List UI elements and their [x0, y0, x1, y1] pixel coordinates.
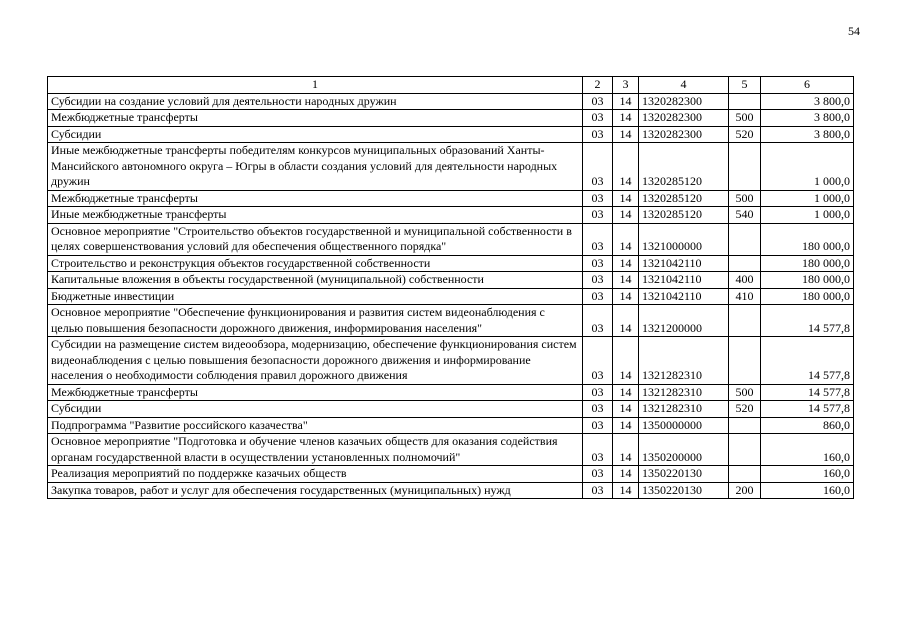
section-code-cell: 03	[583, 190, 613, 207]
subsection-code-cell: 14	[613, 272, 639, 289]
subsection-code-cell: 14	[613, 288, 639, 305]
target-article-cell: 1350220130	[639, 482, 729, 499]
amount-cell: 180 000,0	[761, 255, 854, 272]
target-article-cell: 1321282310	[639, 337, 729, 385]
target-article-cell: 1320282300	[639, 126, 729, 143]
expense-type-cell	[729, 466, 761, 483]
subsection-code-cell: 14	[613, 337, 639, 385]
expense-type-cell: 400	[729, 272, 761, 289]
subsection-code-cell: 14	[613, 401, 639, 418]
row-name-cell: Строительство и реконструкция объектов государственной собственности	[48, 255, 583, 272]
table-row	[48, 126, 854, 143]
table-row	[48, 482, 854, 499]
expense-type-cell: 500	[729, 110, 761, 127]
amount-cell: 160,0	[761, 434, 854, 466]
section-code-cell: 03	[583, 466, 613, 483]
row-name-cell: Основное мероприятие "Обеспечение функционирования и развития систем видеонаблюдения с целью повышения безопасности дорожного движения, информирования населения"	[48, 305, 583, 337]
amount-cell: 1 000,0	[761, 143, 854, 191]
budget-table	[47, 76, 854, 499]
target-article-cell: 1321000000	[639, 223, 729, 255]
section-code-cell: 03	[583, 417, 613, 434]
expense-type-cell	[729, 143, 761, 191]
expense-type-cell	[729, 93, 761, 110]
table-row	[48, 93, 854, 110]
subsection-code-cell: 14	[613, 255, 639, 272]
section-code-cell: 03	[583, 434, 613, 466]
section-code-cell: 03	[583, 401, 613, 418]
amount-cell: 180 000,0	[761, 223, 854, 255]
expense-type-cell	[729, 434, 761, 466]
table-row	[48, 190, 854, 207]
amount-cell: 860,0	[761, 417, 854, 434]
section-code-cell: 03	[583, 482, 613, 499]
table-row	[48, 255, 854, 272]
table-row	[48, 223, 854, 255]
target-article-cell: 1321282310	[639, 401, 729, 418]
table-row	[48, 207, 854, 224]
table-row	[48, 110, 854, 127]
amount-cell: 180 000,0	[761, 272, 854, 289]
subsection-code-cell: 14	[613, 434, 639, 466]
expense-type-cell: 410	[729, 288, 761, 305]
amount-cell: 3 800,0	[761, 110, 854, 127]
table-row	[48, 401, 854, 418]
amount-cell: 14 577,8	[761, 337, 854, 385]
section-code-cell: 03	[583, 93, 613, 110]
table-row	[48, 272, 854, 289]
amount-cell: 160,0	[761, 466, 854, 483]
table-row	[48, 143, 854, 191]
subsection-code-cell: 14	[613, 207, 639, 224]
section-code-cell: 03	[583, 384, 613, 401]
subsection-code-cell: 14	[613, 466, 639, 483]
target-article-cell: 1321042110	[639, 288, 729, 305]
amount-cell: 160,0	[761, 482, 854, 499]
page-number: 54	[848, 24, 860, 38]
row-name-cell: Иные межбюджетные трансферты победителям конкурсов муниципальных образований Ханты-Мансийского автономного округа – Югры в области создания условий для деятельности народных дружин	[48, 143, 583, 191]
row-name-cell: Капитальные вложения в объекты государственной (муниципальной) собственности	[48, 272, 583, 289]
target-article-cell: 1321282310	[639, 384, 729, 401]
table-row	[48, 466, 854, 483]
table-row	[48, 305, 854, 337]
amount-cell: 1 000,0	[761, 190, 854, 207]
header-cell: 3	[613, 77, 639, 94]
header-cell: 1	[48, 77, 583, 94]
table-row	[48, 384, 854, 401]
section-code-cell: 03	[583, 255, 613, 272]
expense-type-cell: 520	[729, 401, 761, 418]
amount-cell: 1 000,0	[761, 207, 854, 224]
amount-cell: 14 577,8	[761, 401, 854, 418]
subsection-code-cell: 14	[613, 223, 639, 255]
target-article-cell: 1321042110	[639, 272, 729, 289]
expense-type-cell	[729, 305, 761, 337]
amount-cell: 3 800,0	[761, 126, 854, 143]
amount-cell: 14 577,8	[761, 305, 854, 337]
row-name-cell: Подпрограмма "Развитие российского казачества"	[48, 417, 583, 434]
row-name-cell: Основное мероприятие "Подготовка и обучение членов казачьих обществ для оказания содействия органам государственной власти в осуществлении установленных полномочий"	[48, 434, 583, 466]
expense-type-cell	[729, 223, 761, 255]
target-article-cell: 1320285120	[639, 190, 729, 207]
row-name-cell: Межбюджетные трансферты	[48, 110, 583, 127]
subsection-code-cell: 14	[613, 93, 639, 110]
expense-type-cell: 540	[729, 207, 761, 224]
amount-cell: 180 000,0	[761, 288, 854, 305]
subsection-code-cell: 14	[613, 305, 639, 337]
section-code-cell: 03	[583, 126, 613, 143]
row-name-cell: Субсидии	[48, 401, 583, 418]
subsection-code-cell: 14	[613, 143, 639, 191]
expense-type-cell	[729, 417, 761, 434]
target-article-cell: 1321042110	[639, 255, 729, 272]
section-code-cell: 03	[583, 305, 613, 337]
header-cell: 5	[729, 77, 761, 94]
row-name-cell: Субсидии на создание условий для деятельности народных дружин	[48, 93, 583, 110]
target-article-cell: 1350000000	[639, 417, 729, 434]
subsection-code-cell: 14	[613, 190, 639, 207]
subsection-code-cell: 14	[613, 110, 639, 127]
table-row	[48, 434, 854, 466]
section-code-cell: 03	[583, 143, 613, 191]
section-code-cell: 03	[583, 272, 613, 289]
target-article-cell: 1321200000	[639, 305, 729, 337]
target-article-cell: 1350220130	[639, 466, 729, 483]
target-article-cell: 1320285120	[639, 207, 729, 224]
header-cell: 6	[761, 77, 854, 94]
row-name-cell: Закупка товаров, работ и услуг для обеспечения государственных (муниципальных) нужд	[48, 482, 583, 499]
target-article-cell: 1320285120	[639, 143, 729, 191]
expense-type-cell	[729, 255, 761, 272]
subsection-code-cell: 14	[613, 384, 639, 401]
row-name-cell: Межбюджетные трансферты	[48, 190, 583, 207]
table-header-row	[48, 77, 854, 94]
row-name-cell: Бюджетные инвестиции	[48, 288, 583, 305]
expense-type-cell: 500	[729, 190, 761, 207]
table-row	[48, 288, 854, 305]
section-code-cell: 03	[583, 223, 613, 255]
amount-cell: 3 800,0	[761, 93, 854, 110]
subsection-code-cell: 14	[613, 482, 639, 499]
section-code-cell: 03	[583, 288, 613, 305]
target-article-cell: 1350200000	[639, 434, 729, 466]
section-code-cell: 03	[583, 110, 613, 127]
header-cell: 4	[639, 77, 729, 94]
expense-type-cell	[729, 337, 761, 385]
subsection-code-cell: 14	[613, 417, 639, 434]
expense-type-cell: 200	[729, 482, 761, 499]
section-code-cell: 03	[583, 207, 613, 224]
expense-type-cell: 500	[729, 384, 761, 401]
table-body	[48, 77, 854, 499]
row-name-cell: Межбюджетные трансферты	[48, 384, 583, 401]
row-name-cell: Субсидии	[48, 126, 583, 143]
target-article-cell: 1320282300	[639, 93, 729, 110]
table-row	[48, 417, 854, 434]
row-name-cell: Основное мероприятие "Строительство объектов государственной и муниципальной собственности в целях совершенствования условий для обеспечения общественного порядка"	[48, 223, 583, 255]
expense-type-cell: 520	[729, 126, 761, 143]
row-name-cell: Субсидии на размещение систем видеообзора, модернизацию, обеспечение функционирования систем видеонаблюдения с целью повышения безопасности дорожного движения и информирование населения о необходимости соблюдения правил дорожного движения	[48, 337, 583, 385]
amount-cell: 14 577,8	[761, 384, 854, 401]
section-code-cell: 03	[583, 337, 613, 385]
target-article-cell: 1320282300	[639, 110, 729, 127]
table-row	[48, 337, 854, 385]
row-name-cell: Иные межбюджетные трансферты	[48, 207, 583, 224]
row-name-cell: Реализация мероприятий по поддержке казачьих обществ	[48, 466, 583, 483]
subsection-code-cell: 14	[613, 126, 639, 143]
header-cell: 2	[583, 77, 613, 94]
